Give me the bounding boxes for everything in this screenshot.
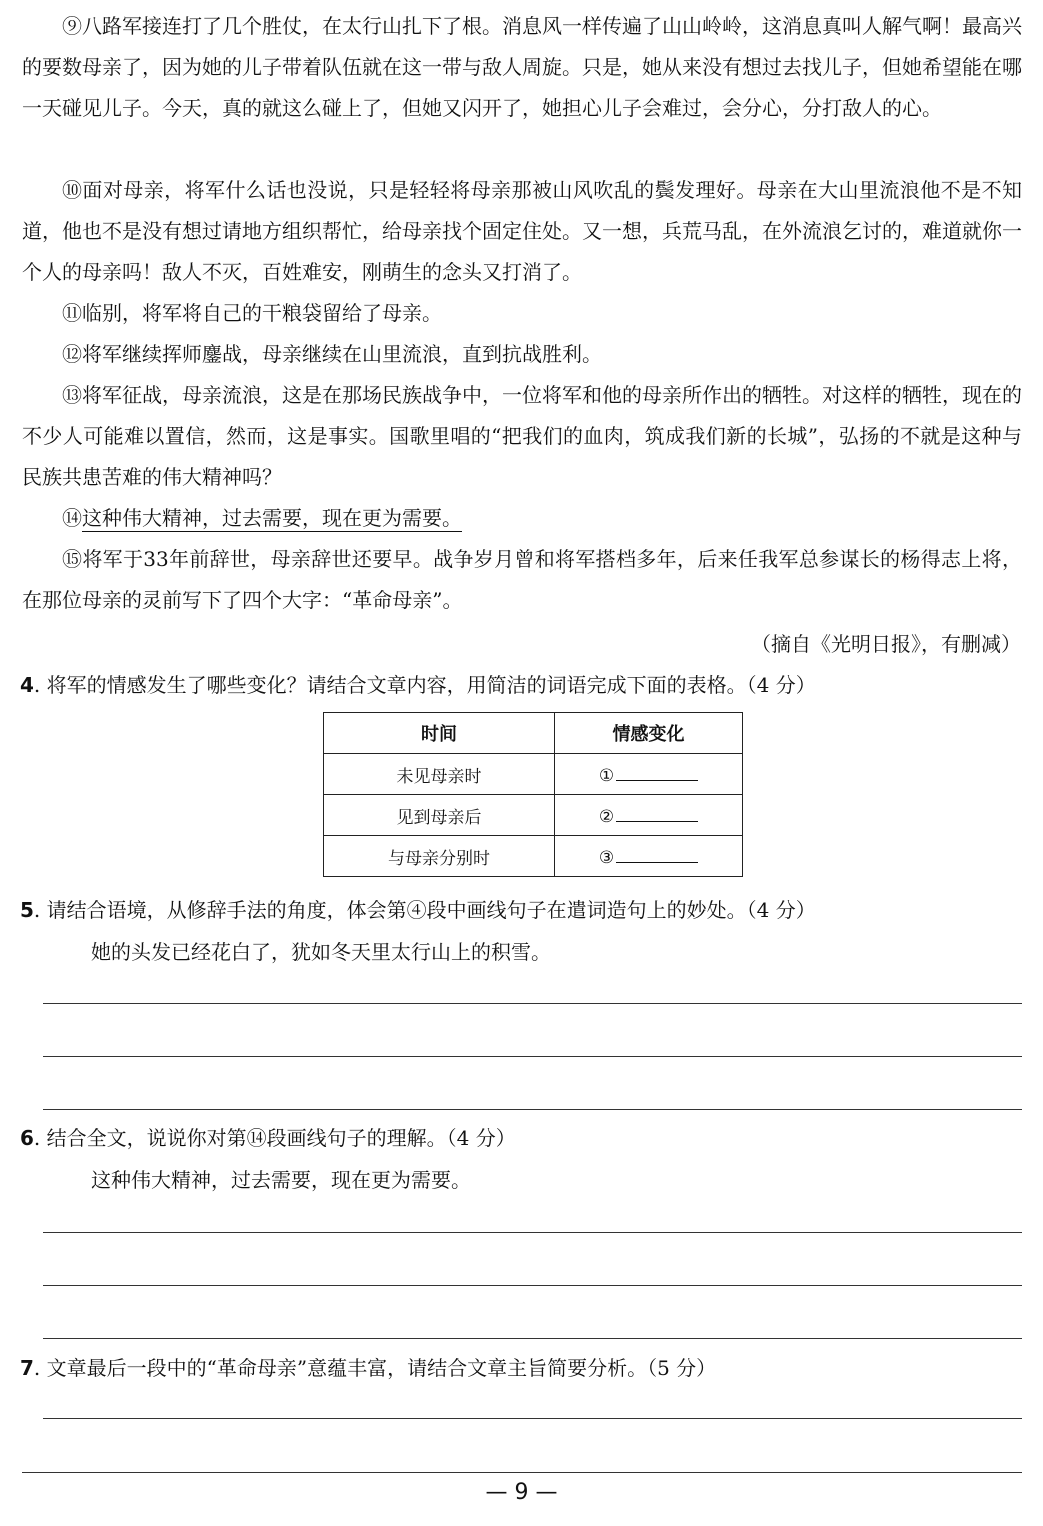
table-header-row xyxy=(324,713,743,754)
paragraph-14-underlined-sentence: 这种伟大精神，过去需要，现在更为需要。 xyxy=(82,506,462,530)
table-cell-time: 见到母亲后 xyxy=(324,795,555,836)
table-cell-time: 未见母亲时 xyxy=(324,754,555,795)
table-cell-answer[interactable] xyxy=(555,754,743,795)
question-5 xyxy=(20,896,816,924)
paragraph-13: ⑬将军征战，母亲流浪，这是在那场民族战争中，一位将军和他的母亲所作出的牺牲。对这样的牺牲，现在的不少人可能难以置信，然而，这是事实。国歌里唱的“把我们的血肉，筑成我们新的长城”，弘扬的不就是这种与民族共患苦难的伟大精神吗？ xyxy=(22,383,1022,489)
paragraph-14-number: ⑭ xyxy=(62,506,82,530)
question-7 xyxy=(20,1354,716,1382)
source-citation: （摘自《光明日报》，有删减） xyxy=(751,632,1021,656)
answer-line[interactable] xyxy=(43,1056,1022,1057)
question-6 xyxy=(20,1124,516,1152)
answer-mark: ① xyxy=(598,766,615,786)
question-4-text: . 将军的情感发生了哪些变化？请结合文章内容，用简洁的词语完成下面的表格。（4 分） xyxy=(33,673,816,697)
answer-mark: ③ xyxy=(598,848,615,868)
answer-blank[interactable] xyxy=(616,844,698,863)
answer-line[interactable] xyxy=(43,1003,1022,1004)
paragraph-10: ⑩面对母亲，将军什么话也没说，只是轻轻将母亲那被山风吹乱的鬓发理好。母亲在大山里流浪他不是不知道，他也不是没有想过请地方组织帮忙，给母亲找个固定住处。又一想，兵荒马乱，在外流浪乞讨的，难道就你一个人的母亲吗！敌人不灭，百姓难安，刚萌生的念头又打消了。 xyxy=(22,178,1022,284)
paragraph-14 xyxy=(22,498,1022,539)
answer-mark: ② xyxy=(598,807,615,827)
question-5-text: . 请结合语境，从修辞手法的角度，体会第④段中画线句子在遣词造句上的妙处。（4 分） xyxy=(33,898,816,922)
table-row xyxy=(324,836,743,877)
paragraph-11: ⑪临别，将军将自己的干粮袋留给了母亲。 xyxy=(62,301,442,325)
paragraph-15: ⑮将军于33年前辞世，母亲辞世还要早。战争岁月曾和将军搭档多年，后来任我军总参谋长的杨得志上将，在那位母亲的灵前写下了四个大字：“革命母亲”。 xyxy=(22,547,1022,612)
question-7-number: 7 xyxy=(20,1356,34,1380)
question-5-quote: 她的头发已经花白了，犹如冬天里太行山上的积雪。 xyxy=(91,940,551,964)
question-6-number: 6 xyxy=(20,1126,34,1150)
question-7-text: . 文章最后一段中的“革命母亲”意蕴丰富，请结合文章主旨简要分析。（5 分） xyxy=(33,1356,717,1380)
table-cell-time: 与母亲分别时 xyxy=(324,836,555,877)
question-5-number: 5 xyxy=(20,898,34,922)
paragraph-9: ⑨八路军接连打了几个胜仗，在太行山扎下了根。消息风一样传遍了山山岭岭，这消息真叫人解气啊！最高兴的要数母亲了，因为她的儿子带着队伍就在这一带与敌人周旋。只是，她从来没有想过去找儿子，但她希望能在哪一天碰见儿子。今天，真的就这么碰上了，但她又闪开了，她担心儿子会难过，会分心，分打敌人的心。 xyxy=(22,14,1022,120)
table-cell-answer[interactable] xyxy=(555,836,743,877)
paragraph-12: ⑫将军继续挥师鏖战，母亲继续在山里流浪，直到抗战胜利。 xyxy=(62,342,602,366)
answer-line[interactable] xyxy=(43,1285,1022,1286)
table-header-time: 时间 xyxy=(324,713,555,754)
question-6-quote: 这种伟大精神，过去需要，现在更为需要。 xyxy=(91,1168,471,1192)
page-number: — 9 — xyxy=(485,1480,558,1505)
answer-line[interactable] xyxy=(43,1109,1022,1110)
bottom-answer-line[interactable] xyxy=(22,1472,1022,1473)
question-6-text: . 结合全文，说说你对第⑭段画线句子的理解。（4 分） xyxy=(33,1126,516,1150)
answer-blank[interactable] xyxy=(616,762,698,781)
question-4 xyxy=(20,671,816,699)
answer-line[interactable] xyxy=(43,1338,1022,1339)
table-cell-answer[interactable] xyxy=(555,795,743,836)
question-4-number: 4 xyxy=(20,673,34,697)
emotion-change-table xyxy=(323,712,743,877)
answer-blank[interactable] xyxy=(616,803,698,822)
answer-line[interactable] xyxy=(43,1232,1022,1233)
table-row xyxy=(324,795,743,836)
table-header-emotion: 情感变化 xyxy=(555,713,743,754)
table-row xyxy=(324,754,743,795)
answer-line[interactable] xyxy=(43,1418,1022,1419)
